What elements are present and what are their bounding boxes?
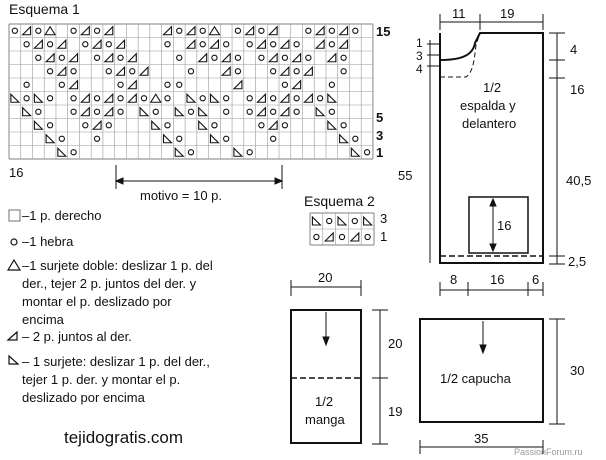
chart1-k2tog-mark — [293, 81, 301, 89]
dim-right-4: 4 — [570, 42, 578, 57]
body-label-2: espalda y — [460, 98, 516, 113]
chart1-yarn-over-mark — [329, 28, 334, 33]
chart1-k2tog-mark — [93, 40, 101, 48]
chart1-k2tog-mark — [257, 108, 265, 116]
chart1-yarn-over-mark — [59, 136, 64, 141]
chart1-yarn-over-mark — [83, 123, 88, 128]
legend-k2tog: – 2 p. juntos al der. — [22, 329, 132, 344]
legend-ssk-1: – 1 surjete: deslizar 1 p. del der., — [22, 354, 210, 369]
dim-left-55: 55 — [398, 168, 413, 183]
chart1-k2tog-mark — [140, 67, 148, 75]
chart1-ssk-mark — [34, 121, 42, 129]
ssk-icon — [9, 356, 18, 364]
chart1-ssk-mark — [175, 148, 183, 156]
chart1-yarn-over-mark — [177, 28, 182, 33]
chart1-k2tog-mark — [105, 94, 113, 102]
chart1-k2tog-mark — [246, 27, 254, 35]
chart1-ssk-mark — [58, 148, 66, 156]
chart1-yarn-over-mark — [24, 96, 29, 101]
body-label-1: 1/2 — [483, 80, 502, 95]
dim-top-19: 19 — [500, 6, 515, 21]
dim-right-2-5: 2,5 — [568, 254, 587, 269]
chart1-yarn-over-mark — [130, 69, 135, 74]
chart1-yarn-over-mark — [200, 42, 205, 47]
body-piece — [427, 14, 565, 296]
k2tog-icon — [8, 332, 17, 340]
stitch-chart-1 — [9, 24, 373, 159]
chart1-k2tog-mark — [340, 40, 348, 48]
chart1-k2tog-mark — [105, 27, 113, 35]
chart1-yarn-over-mark — [224, 136, 229, 141]
chart1-yarn-over-mark — [259, 55, 264, 60]
chart1-ssk-mark — [34, 94, 42, 102]
chart1-yarn-over-mark — [165, 123, 170, 128]
chart1-yarn-over-mark — [24, 82, 29, 87]
chart1-yarn-over-mark — [36, 109, 41, 114]
chart1-k2tog-mark — [187, 40, 195, 48]
chart1-yarn-over-mark — [188, 150, 193, 155]
chart1-yarn-over-mark — [306, 28, 311, 33]
chart1-k2tog-mark — [128, 81, 136, 89]
chart1-ssk-mark — [152, 121, 160, 129]
chart1-double-decrease-mark — [151, 94, 161, 102]
chart1-ssk-mark — [316, 108, 324, 116]
chart1-yarn-over-mark — [259, 28, 264, 33]
chart1-yarn-over-mark — [188, 69, 193, 74]
chart1-yarn-over-mark — [271, 136, 276, 141]
chart1-k2tog-mark — [222, 54, 230, 62]
chart1-yarn-over-mark — [271, 69, 276, 74]
watermark: PassionForum.ru — [514, 447, 583, 457]
chart1-yarn-over-mark — [165, 42, 170, 47]
chart1-yarn-over-mark — [294, 109, 299, 114]
chart1-yarn-over-mark — [94, 55, 99, 60]
chart1-yarn-over-mark — [71, 96, 76, 101]
chart1-k2tog-mark — [105, 108, 113, 116]
chart1-yarn-over-mark — [247, 109, 252, 114]
chart1-yarn-over-mark — [353, 136, 358, 141]
chart1-k2tog-mark — [293, 54, 301, 62]
chart2-yarn-over-mark — [352, 218, 357, 223]
chart1-ssk-mark — [328, 94, 336, 102]
chart1-k2tog-mark — [46, 54, 54, 62]
legend-double-decrease-2: der., tejer 2 p. juntos del der. y — [22, 276, 197, 291]
chart1-yarn-over-mark — [59, 55, 64, 60]
chart1-yarn-over-mark — [36, 55, 41, 60]
chart1-yarn-over-mark — [177, 55, 182, 60]
chart1-yarn-over-mark — [224, 109, 229, 114]
chart1-yarn-over-mark — [353, 28, 358, 33]
chart1-yarn-over-mark — [83, 42, 88, 47]
row-label-3: 3 — [376, 128, 384, 143]
dim-left-1: 1 — [416, 36, 423, 50]
chart1-k2tog-mark — [340, 27, 348, 35]
chart1-yarn-over-mark — [94, 109, 99, 114]
chart1-yarn-over-mark — [247, 96, 252, 101]
chart1-yarn-over-mark — [200, 96, 205, 101]
legend-double-decrease-1: –1 surjete doble: deslizar 1 p. del — [22, 258, 213, 273]
dim-left-4: 4 — [416, 62, 423, 76]
chart1-k2tog-mark — [281, 108, 289, 116]
chart1-yarn-over-mark — [271, 42, 276, 47]
chart1-k2tog-mark — [269, 27, 277, 35]
sleeve-dim-19: 19 — [388, 404, 403, 419]
chart1-double-decrease-mark — [209, 27, 219, 35]
chart1-yarn-over-mark — [94, 28, 99, 33]
row-label-1: 1 — [376, 145, 384, 160]
legend-knit: –1 p. derecho — [22, 208, 102, 223]
chart1-yarn-over-mark — [94, 136, 99, 141]
chart1-k2tog-mark — [199, 54, 207, 62]
chart1-yarn-over-mark — [165, 82, 170, 87]
chart1-k2tog-mark — [93, 121, 101, 129]
chart1-yarn-over-mark — [177, 82, 182, 87]
chart1-k2tog-mark — [117, 40, 125, 48]
chart1-k2tog-mark — [304, 67, 312, 75]
chart1-k2tog-mark — [281, 67, 289, 75]
hood-dim-35: 35 — [474, 431, 489, 446]
chart1-yarn-over-mark — [341, 69, 346, 74]
dim-left-3: 3 — [416, 49, 423, 63]
chart1-yarn-over-mark — [212, 55, 217, 60]
motif-label: motivo = 10 p. — [140, 188, 223, 203]
legend-ssk-3: deslizado por encima — [22, 390, 145, 405]
chart1-title: Esquema 1 — [9, 1, 80, 17]
chart1-yarn-over-mark — [165, 96, 170, 101]
chart1-yarn-over-mark — [318, 96, 323, 101]
chart1-ssk-mark — [46, 135, 54, 143]
chart1-yarn-over-mark — [47, 96, 52, 101]
chart1-k2tog-mark — [58, 67, 66, 75]
chart1-k2tog-mark — [58, 40, 66, 48]
chart1-k2tog-mark — [105, 54, 113, 62]
chart1-yarn-over-mark — [329, 42, 334, 47]
chart1-double-decrease-mark — [45, 27, 55, 35]
chart1-k2tog-mark — [222, 67, 230, 75]
chart1-k2tog-mark — [257, 40, 265, 48]
chart1-k2tog-mark — [269, 54, 277, 62]
hood-label: 1/2 capucha — [440, 371, 511, 386]
chart1-yarn-over-mark — [294, 69, 299, 74]
row-label-15: 15 — [376, 24, 391, 39]
chart1-yarn-over-mark — [282, 123, 287, 128]
chart1-ssk-mark — [23, 108, 31, 116]
dim-bottom-8: 8 — [450, 272, 458, 287]
chart1-k2tog-mark — [70, 81, 78, 89]
chart1-yarn-over-mark — [71, 109, 76, 114]
sleeve-dim-top: 20 — [318, 270, 333, 285]
chart1-yarn-over-mark — [59, 82, 64, 87]
chart1-yarn-over-mark — [212, 123, 217, 128]
chart1-yarn-over-mark — [71, 150, 76, 155]
chart1-k2tog-mark — [187, 27, 195, 35]
chart1-k2tog-mark — [81, 27, 89, 35]
chart1-k2tog-mark — [81, 108, 89, 116]
dim-bottom-6: 6 — [532, 272, 540, 287]
chart1-ssk-mark — [351, 148, 359, 156]
stitch-count-label: 16 — [9, 165, 24, 180]
chart1-yarn-over-mark — [364, 150, 369, 155]
chart1-yarn-over-mark — [188, 109, 193, 114]
legend-ssk-2: tejer 1 p. der. y montar el p. — [22, 372, 181, 387]
legend-double-decrease-3: montar el p. deslizado por — [22, 294, 172, 309]
chart1-ssk-mark — [163, 135, 171, 143]
dim-right-16: 16 — [570, 82, 585, 97]
chart1-k2tog-mark — [70, 54, 78, 62]
chart1-yarn-over-mark — [341, 55, 346, 60]
legend-yarn-over: –1 hebra — [22, 234, 74, 249]
chart1-yarn-over-mark — [200, 28, 205, 33]
chart1-yarn-over-mark — [118, 55, 123, 60]
chart1-yarn-over-mark — [47, 69, 52, 74]
chart1-yarn-over-mark — [235, 55, 240, 60]
body-label-3: delantero — [462, 116, 517, 131]
chart1-k2tog-mark — [257, 94, 265, 102]
dim-bottom-16: 16 — [490, 272, 505, 287]
chart1-ssk-mark — [210, 135, 218, 143]
chart1-yarn-over-mark — [282, 55, 287, 60]
chart1-yarn-over-mark — [329, 82, 334, 87]
legend-icons — [8, 210, 20, 364]
chart1-ssk-mark — [234, 148, 242, 156]
chart1-yarn-over-mark — [282, 82, 287, 87]
chart1-k2tog-mark — [269, 121, 277, 129]
chart2-k2tog-mark — [351, 233, 359, 241]
chart1-k2tog-mark — [304, 94, 312, 102]
chart1-k2tog-mark — [281, 94, 289, 102]
chart1-ssk-mark — [199, 108, 207, 116]
chart1-yarn-over-mark — [71, 28, 76, 33]
chart1-yarn-over-mark — [118, 109, 123, 114]
chart2-k2tog-mark — [325, 233, 333, 241]
chart1-yarn-over-mark — [329, 109, 334, 114]
chart1-k2tog-mark — [81, 94, 89, 102]
chart1-yarn-over-mark — [235, 69, 240, 74]
hood-piece — [420, 319, 565, 454]
chart2-ssk-mark — [338, 217, 346, 225]
stitch-chart-2 — [310, 213, 374, 245]
chart1-ssk-mark — [187, 94, 195, 102]
chart1-ssk-mark — [340, 135, 348, 143]
chart1-yarn-over-mark — [24, 42, 29, 47]
chart1-ssk-mark — [199, 121, 207, 129]
chart1-yarn-over-mark — [247, 150, 252, 155]
sleeve-label-2: manga — [305, 412, 345, 427]
chart1-yarn-over-mark — [259, 123, 264, 128]
chart1-ssk-mark — [140, 108, 148, 116]
sleeve-label-1: 1/2 — [315, 394, 334, 409]
chart1-yarn-over-mark — [271, 109, 276, 114]
dim-top-11: 11 — [452, 6, 466, 21]
chart1-yarn-over-mark — [153, 109, 158, 114]
chart2-yarn-over-mark — [314, 234, 319, 239]
chart1-yarn-over-mark — [224, 96, 229, 101]
chart2-ssk-mark — [312, 217, 320, 225]
chart1-yarn-over-mark — [106, 69, 111, 74]
chart1-yarn-over-mark — [36, 28, 41, 33]
chart1-yarn-over-mark — [47, 42, 52, 47]
circle-icon — [11, 239, 17, 245]
site-name: tejidogratis.com — [64, 428, 184, 447]
chart1-yarn-over-mark — [306, 55, 311, 60]
chart1-yarn-over-mark — [141, 96, 146, 101]
chart1-yarn-over-mark — [247, 42, 252, 47]
dim-right-40-5: 40,5 — [566, 173, 592, 188]
chart1-yarn-over-mark — [271, 96, 276, 101]
chart1-yarn-over-mark — [94, 96, 99, 101]
chart1-yarn-over-mark — [118, 82, 123, 87]
chart2-title: Esquema 2 — [304, 193, 375, 209]
chart1-k2tog-mark — [163, 27, 171, 35]
chart1-k2tog-mark — [234, 81, 242, 89]
chart1-k2tog-mark — [128, 54, 136, 62]
chart1-k2tog-mark — [281, 40, 289, 48]
row-label-5: 5 — [376, 110, 384, 125]
chart1-yarn-over-mark — [47, 123, 52, 128]
chart1-ssk-mark — [328, 121, 336, 129]
chart2-yarn-over-mark — [365, 234, 370, 239]
hood-dim-30: 30 — [570, 363, 585, 378]
motif-bracket — [116, 165, 282, 189]
chart1-k2tog-mark — [128, 94, 136, 102]
chart2-yarn-over-mark — [327, 218, 332, 223]
chart1-yarn-over-mark — [235, 28, 240, 33]
chart1-yarn-over-mark — [118, 96, 123, 101]
box-icon — [9, 210, 20, 221]
chart1-k2tog-mark — [210, 40, 218, 48]
chart1-k2tog-mark — [316, 40, 324, 48]
chart2-ssk-mark — [364, 217, 372, 225]
chart1-yarn-over-mark — [224, 42, 229, 47]
chart1-k2tog-mark — [117, 67, 125, 75]
chart1-k2tog-mark — [23, 27, 31, 35]
chart1-k2tog-mark — [34, 40, 42, 48]
chart1-k2tog-mark — [316, 27, 324, 35]
chart1-yarn-over-mark — [294, 42, 299, 47]
sleeve-dim-20: 20 — [388, 336, 403, 351]
chart1-yarn-over-mark — [341, 123, 346, 128]
triangle-icon — [8, 260, 20, 270]
chart1-yarn-over-mark — [71, 69, 76, 74]
chart1-yarn-over-mark — [106, 42, 111, 47]
pocket-dim: 16 — [497, 218, 512, 233]
chart1-ssk-mark — [210, 94, 218, 102]
legend-double-decrease-4: encima — [22, 312, 64, 327]
chart2-row-3: 3 — [380, 211, 388, 226]
chart1-ssk-mark — [175, 108, 183, 116]
chart2-row-1: 1 — [380, 229, 388, 244]
chart2-yarn-over-mark — [339, 234, 344, 239]
chart1-yarn-over-mark — [294, 96, 299, 101]
chart1-ssk-mark — [11, 94, 19, 102]
chart1-yarn-over-mark — [106, 123, 111, 128]
chart1-k2tog-mark — [328, 54, 336, 62]
chart1-yarn-over-mark — [177, 136, 182, 141]
chart1-yarn-over-mark — [12, 28, 17, 33]
